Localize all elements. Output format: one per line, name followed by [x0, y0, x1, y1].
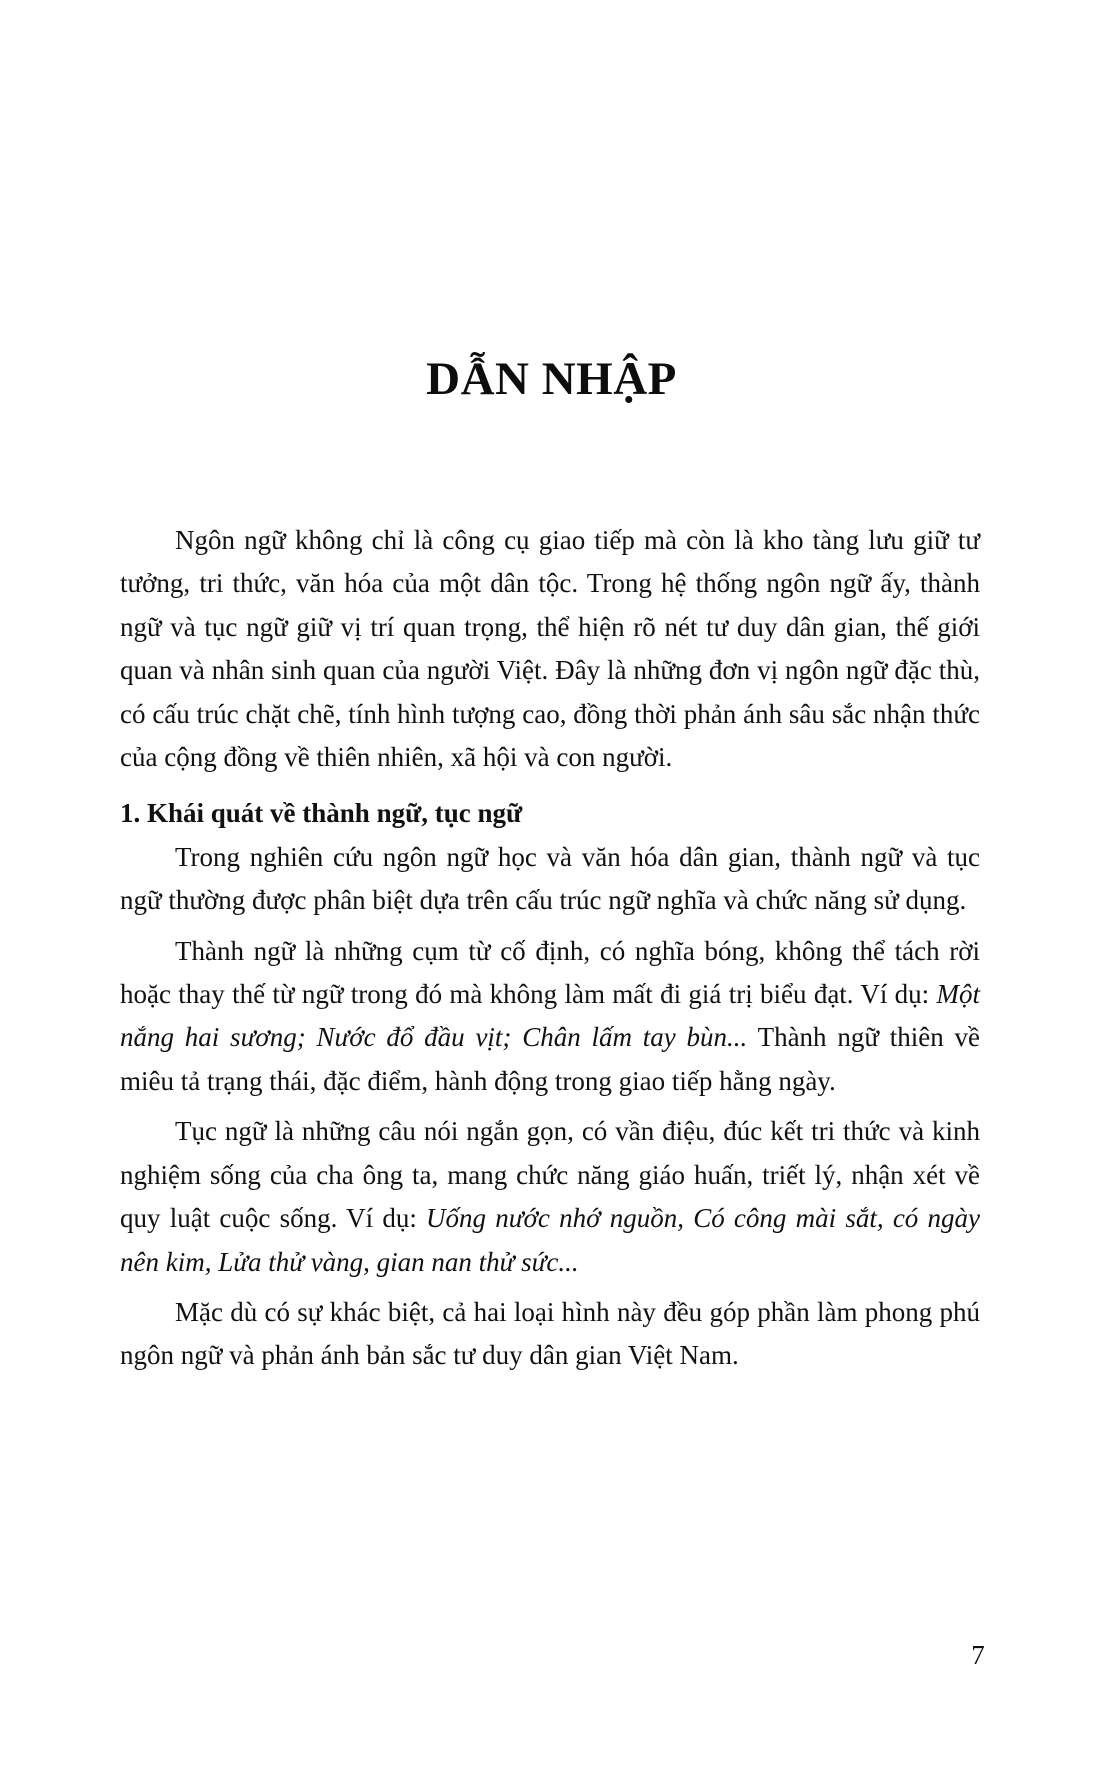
paragraph-thanh-ngu: [120, 930, 980, 1104]
proverb-examples: Uống nước nhớ nguồn, Có công mài sắt, có ngày nên kim, Lửa thử vàng, gian nan thử sức...: [120, 1203, 981, 1277]
paragraph-tuc-ngu: [120, 1110, 980, 1284]
intro-paragraph: Ngôn ngữ không chỉ là công cụ giao tiếp mà còn là kho tàng lưu giữ tư tưởng, tri thức, văn hóa của một dân tộc. Trong hệ thống ngôn ngữ ấy, thành ngữ và tục ngữ giữ vị trí quan trọng, thể hiện rõ nét tư duy dân gian, thế giới quan và nhân sinh quan của người Việt. Đây là những đơn vị ngôn ngữ đặc thù, có cấu trúc chặt chẽ, tính hình tượng cao, đồng thời phản ánh sâu sắc nhận thức của cộng đồng về thiên nhiên, xã hội và con người.: [120, 525, 980, 773]
body-text: [120, 519, 980, 1378]
idiom-examples: Một nắng hai sương; Nước đổ đầu vịt; Chân lấm tay bùn...: [120, 979, 980, 1053]
paragraph-text: Thành ngữ là những cụm từ cố định, có nghĩa bóng, không thể tách rời hoặc thay thế từ ngữ trong đó mà không làm mất đi giá trị biểu đạt. Ví dụ:: [120, 935, 980, 1010]
page-title: DẪN NHẬP: [426, 353, 677, 406]
page-number: 7: [971, 1640, 985, 1670]
paragraph-conclusion: Mặc dù có sự khác biệt, cả hai loại hình này đều góp phần làm phong phú ngôn ngữ và phản ánh bản sắc tư duy dân gian Việt Nam.: [120, 1296, 980, 1371]
section-heading: 1. Khái quát về thành ngữ, tục ngữ: [120, 798, 523, 829]
paragraph-text: Thành ngữ thiên về miêu tả trạng thái, đặc điểm, hành động trong giao tiếp hằng ngày.: [120, 1022, 980, 1096]
paragraph-distinction: Trong nghiên cứu ngôn ngữ học và văn hóa dân gian, thành ngữ và tục ngữ thường được phân biệt dựa trên cấu trúc ngữ nghĩa và chức năng sử dụng.: [120, 841, 980, 916]
paragraph-text: Tục ngữ là những câu nói ngắn gọn, có vần điệu, đúc kết tri thức và kinh nghiệm sống của cha ông ta, mang chức năng giáo huấn, triết lý, nhận xét về quy luật cuộc sống. Ví dụ:: [120, 1116, 980, 1234]
